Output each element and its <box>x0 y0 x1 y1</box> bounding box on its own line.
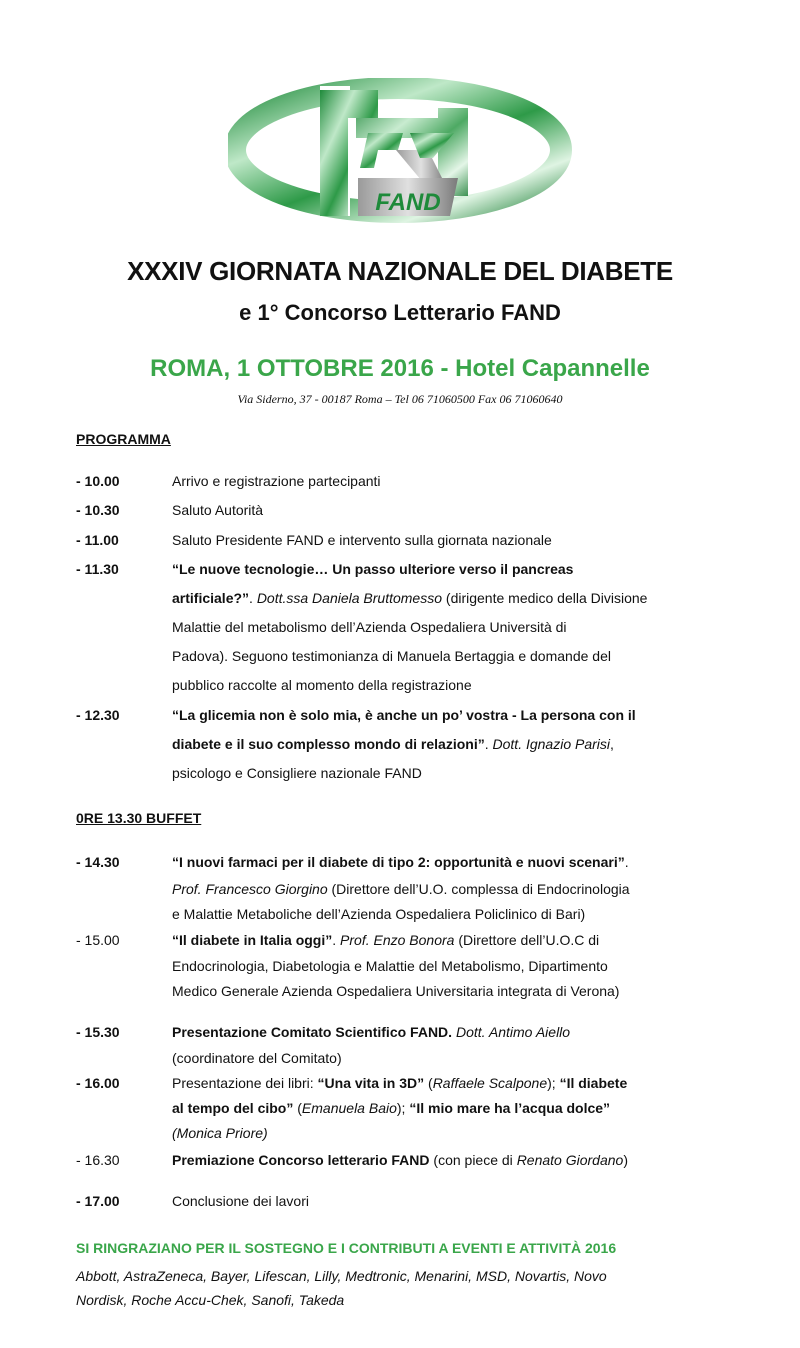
item-1130-line2: artificiale?”. Dott.ssa Daniela Bruttomesso (dirigente medico della Divisione <box>172 590 648 606</box>
time-1230: - 12.30 <box>76 707 120 723</box>
item-1430-line1: “I nuovi farmaci per il diabete di tipo 2: opportunità e nuovi scenari”. <box>172 854 629 870</box>
item-1230-line3: psicologo e Consigliere nazionale FAND <box>172 765 422 781</box>
time-1600: - 16.00 <box>76 1075 120 1091</box>
time-1500: - 15.00 <box>76 932 120 948</box>
item-1130-line4: Padova). Seguono testimonianza di Manuela Bertaggia e domande del <box>172 648 611 664</box>
item-1600-line1: Presentazione dei libri: “Una vita in 3D” (Raffaele Scalpone); “Il diabete <box>172 1075 628 1091</box>
item-1500-line3: Medico Generale Azienda Ospedaliera Universitaria integrata di Verona) <box>172 983 620 999</box>
event-subtitle: e 1° Concorso Letterario FAND <box>239 300 561 325</box>
item-1230-line1: “La glicemia non è solo mia, è anche un po’ vostra - La persona con il <box>172 707 636 723</box>
item-1130-line1: “Le nuove tecnologie… Un passo ulteriore verso il pancreas <box>172 561 574 577</box>
program-heading: PROGRAMMA <box>76 431 171 447</box>
time-1000: - 10.00 <box>76 473 120 489</box>
item-1100-line1: Saluto Presidente FAND e intervento sulla giornata nazionale <box>172 532 552 548</box>
time-1030: - 10.30 <box>76 502 120 518</box>
item-1000-line1: Arrivo e registrazione partecipanti <box>172 473 381 489</box>
buffet-heading: 0RE 13.30 BUFFET <box>76 810 202 826</box>
event-address: Via Siderno, 37 - 00187 Roma – Tel 06 71060500 Fax 06 71060640 <box>237 392 563 406</box>
item-1030-line1: Saluto Autorità <box>172 502 264 518</box>
event-title: XXXIV GIORNATA NAZIONALE DEL DIABETE <box>127 256 673 286</box>
time-1700: - 17.00 <box>76 1193 120 1209</box>
item-1130-line3: Malattie del metabolismo dell’Azienda Ospedaliera Università di <box>172 619 567 635</box>
item-1130-line5: pubblico raccolte al momento della registrazione <box>172 677 472 693</box>
logo-text: FAND <box>375 189 441 216</box>
item-1600-line2: al tempo del cibo” (Emanuela Baio); “Il mio mare ha l’acqua dolce” <box>172 1100 611 1116</box>
item-1500-line1: “Il diabete in Italia oggi”. Prof. Enzo Bonora (Direttore dell’U.O.C di <box>172 932 600 948</box>
item-1500-line2: Endocrinologia, Diabetologia e Malattie del Metabolismo, Dipartimento <box>172 958 608 974</box>
item-1530-line1: Presentazione Comitato Scientifico FAND. Dott. Antimo Aiello <box>172 1024 571 1040</box>
sponsors-line1: Abbott, AstraZeneca, Bayer, Lifescan, Lilly, Medtronic, Menarini, MSD, Novartis, Novo <box>76 1268 607 1284</box>
time-1530: - 15.30 <box>76 1024 120 1040</box>
time-1430: - 14.30 <box>76 854 120 870</box>
item-1630-line1: Premiazione Concorso letterario FAND (con piece di Renato Giordano) <box>172 1152 628 1168</box>
time-1130: - 11.30 <box>76 561 119 577</box>
sponsors-line2: Nordisk, Roche Accu-Chek, Sanofi, Takeda <box>76 1292 345 1308</box>
fand-logo <box>228 78 578 228</box>
item-1430-line2: Prof. Francesco Giorgino (Direttore dell’U.O. complessa di Endocrinologia <box>172 881 630 897</box>
event-location: ROMA, 1 OTTOBRE 2016 - Hotel Capannelle <box>150 355 650 382</box>
item-1700-line1: Conclusione dei lavori <box>172 1193 309 1209</box>
time-1630: - 16.30 <box>76 1152 120 1168</box>
item-1600-line3: (Monica Priore) <box>172 1125 268 1141</box>
thanks-heading: SI RINGRAZIANO PER IL SOSTEGNO E I CONTRIBUTI A EVENTI E ATTIVITÀ 2016 <box>76 1240 617 1256</box>
item-1230-line2: diabete e il suo complesso mondo di relazioni”. Dott. Ignazio Parisi, <box>172 736 614 752</box>
item-1430-line3: e Malattie Metaboliche dell’Azienda Ospedaliera Policlinico di Bari) <box>172 906 586 922</box>
item-1530-line2: (coordinatore del Comitato) <box>172 1050 342 1066</box>
time-1100: - 11.00 <box>76 532 119 548</box>
